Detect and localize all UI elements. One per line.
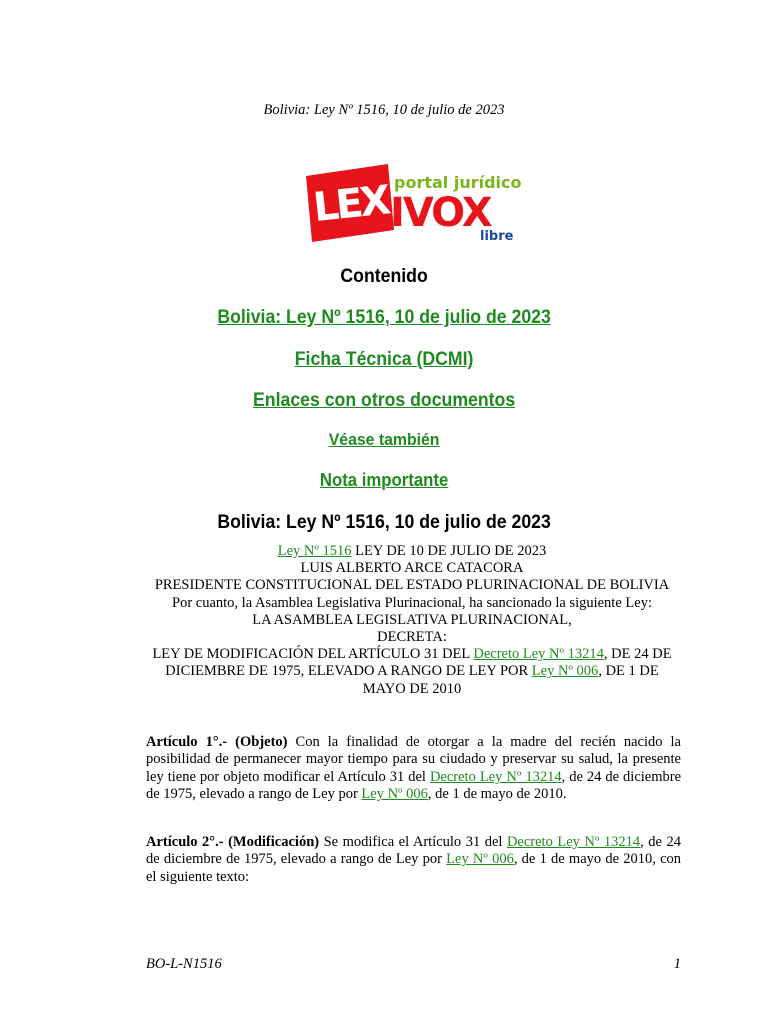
preamble-line-6: DECRETA:	[377, 629, 447, 646]
preamble-line-4: Por cuanto, la Asamblea Legislativa Plurinacional, ha sancionado la siguiente Ley:	[172, 594, 652, 611]
toc-link-enlaces[interactable]: Enlaces con otros documentos	[253, 390, 516, 411]
toc-link-ley[interactable]: Bolivia: Ley Nº 1516, 10 de julio de 2023	[217, 307, 551, 328]
footer-document-code: BO-L-N1516	[146, 956, 222, 972]
preamble-line-1: Ley Nº 1516 LEY DE 10 DE JULIO DE 2023	[277, 543, 547, 559]
toc-heading: Contenido	[340, 266, 428, 287]
document-title: Bolivia: Ley Nº 1516, 10 de julio de 2023	[217, 512, 551, 533]
link-ley-1516[interactable]: Ley Nº 1516	[277, 543, 352, 559]
preamble-line-2: LUIS ALBERTO ARCE CATACORA	[300, 560, 524, 577]
preamble-line-3: PRESIDENTE CONSTITUCIONAL DEL ESTADO PLURINACIONAL DE BOLIVIA	[154, 577, 670, 594]
svg-text:libre: libre	[480, 229, 514, 244]
lexivox-logo	[304, 162, 524, 244]
link-ley-006[interactable]: Ley Nº 006	[446, 851, 514, 868]
toc-link-ficha-tecnica[interactable]: Ficha Técnica (DCMI)	[294, 349, 474, 370]
link-ley-006[interactable]: Ley Nº 006	[531, 663, 599, 680]
svg-text:LEX: LEX	[311, 177, 391, 232]
link-decreto-ley-13214[interactable]: Decreto Ley Nº 13214	[429, 768, 562, 785]
article-2-label: Artículo 2°.- (Modificación)	[146, 834, 320, 850]
law-preamble	[143, 543, 681, 698]
toc-link-vease-tambien[interactable]: Véase también	[328, 430, 440, 449]
footer-page-number: 1	[673, 956, 681, 972]
link-ley-006[interactable]: Ley Nº 006	[361, 786, 428, 803]
toc-link-nota-importante[interactable]: Nota importante	[319, 470, 449, 490]
svg-text:portal jurídico: portal jurídico	[394, 173, 522, 192]
lex-block-icon	[306, 164, 394, 242]
article-1-label: Artículo 1°.- (Objeto)	[146, 734, 288, 750]
link-decreto-ley-13214[interactable]: Decreto Ley Nº 13214	[506, 834, 641, 850]
article-1: Artículo 1°.- (Objeto) Con la finalidad de otorgar a la madre del recién nacido la posibilidad de permanecer mayor tiempo para su ciudado y preservar su salud, la presente ley tiene por objeto modificar el Artículo 31 del Decreto Ley Nº 13214, de 24 de diciembre de 1975, elevado a rango de Ley por Ley Nº 006, de 1 de mayo de 2010.	[146, 734, 682, 803]
preamble-line-5: LA ASAMBLEA LEGISLATIVA PLURINACIONAL,	[252, 611, 572, 628]
link-decreto-ley-13214[interactable]: Decreto Ley Nº 13214	[473, 646, 604, 663]
svg-text:IVOX: IVOX	[390, 190, 491, 236]
law-subject: LEY DE MODIFICACIÓN DEL ARTÍCULO 31 DEL Decreto Ley Nº 13214, DE 24 DE DICIEMBRE DE 1975, ELEVADO A RANGO DE LEY POR Ley Nº 006, DE 1 DE MAYO DE 2010	[152, 646, 672, 697]
running-header: Bolivia: Ley Nº 1516, 10 de julio de 2023	[263, 102, 505, 118]
article-2: Artículo 2°.- (Modificación) Se modifica el Artículo 31 del Decreto Ley Nº 13214, de 24 de diciembre de 1975, elevado a rango de Ley por Ley Nº 006, de 1 de mayo de 2010, con el siguiente texto:	[146, 834, 682, 885]
